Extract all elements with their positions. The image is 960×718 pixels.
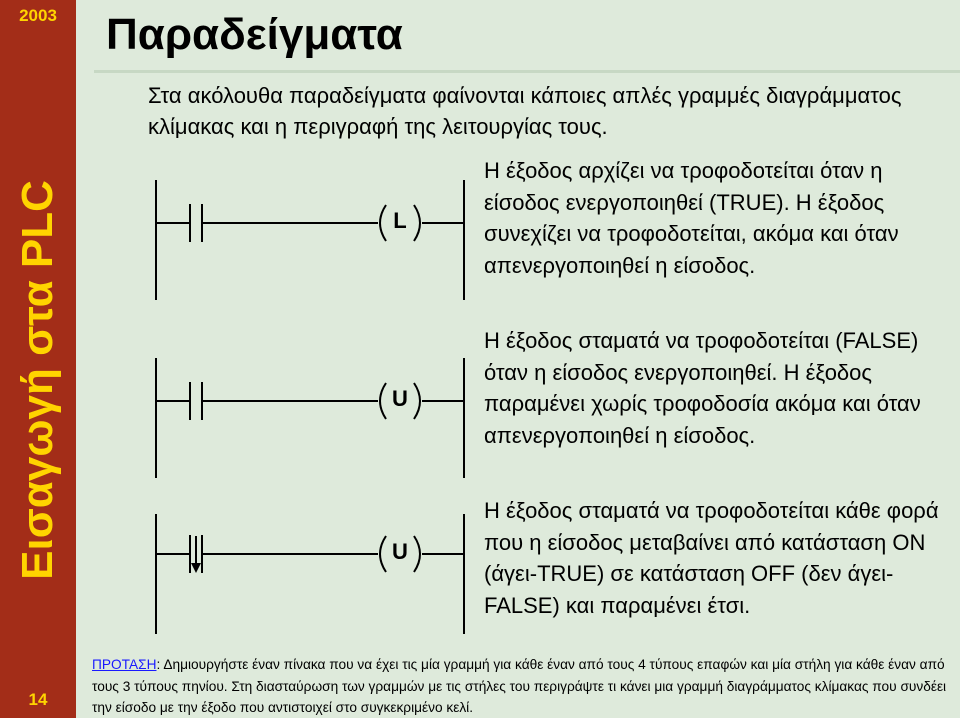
page-number: 14 — [28, 690, 48, 709]
title-divider — [94, 70, 960, 73]
ladder-rung-latch — [150, 176, 470, 304]
suggestion-separator: : — [156, 657, 161, 672]
example-description-negative-transition: Η έξοδος σταματά να τροφοδοτείται κάθε φορά που η είσοδος μεταβαίνει από κατάσταση ON (άγει-TRUE) σε κατάσταση OFF (δεν άγει-FALSE) και παραμένει έτσι. — [484, 498, 939, 618]
sidebar — [0, 0, 76, 718]
example-description-unlatch: Η έξοδος σταματά να τροφοδοτείται (FALSE) όταν η είσοδος ενεργοποιηθεί. Η έξοδος παραμένει χωρίς τροφοδοσία ακόμα και όταν απενεργοποιηθεί η είσοδος. — [484, 328, 921, 448]
coil-label: U — [392, 539, 408, 564]
ladder-rung-unlatch — [150, 354, 470, 482]
ladder-diagram-latch — [150, 176, 470, 304]
example-description-latch: Η έξοδος αρχίζει να τροφοδοτείται όταν η είσοδος ενεργοποιηθεί (TRUE). Η έξοδος συνεχίζει να τροφοδοτείται, ακόμα και όταν απενεργοποιηθεί η είσοδος. — [484, 158, 899, 278]
suggestion-text: Δημιουργήστε έναν πίνακα που να έχει τις μία γραμμή για κάθε έναν από τους 4 τύπους επαφών και μία στήλη για κάθε έναν από τους 3 τύπους πηνίου. Στη διασταύρωση των γραμμών με τις στήλες του περιγράψτε τι κάνει μια γραμμή διαγράμματος κλίμακας που συνδέει την είσοδο με την έξοδο που αντιστοιχεί στο συγκεκριμένο κελί. — [92, 657, 947, 715]
ladder-diagram-negative-transition — [150, 510, 470, 638]
coil-label: L — [393, 208, 407, 233]
coil-label: U — [392, 386, 408, 411]
year-label: 2003 — [19, 6, 57, 25]
intro-text: Στα ακόλουθα παραδείγματα φαίνονται κάποιες απλές γραμμές διαγράμματος κλίμακας και η περιγραφή της λειτουργίας τους. — [148, 83, 902, 139]
slide-title: Παραδείγματα — [106, 10, 403, 59]
transition-arrow-head — [191, 563, 201, 573]
course-title: Εισαγωγή στα PLC — [13, 180, 62, 580]
ladder-rung-negative-transition — [150, 510, 470, 638]
suggestion-note — [92, 654, 954, 718]
ladder-diagram-unlatch — [150, 354, 470, 482]
suggestion-label: ΠΡΟΤΑΣΗ — [92, 657, 157, 672]
